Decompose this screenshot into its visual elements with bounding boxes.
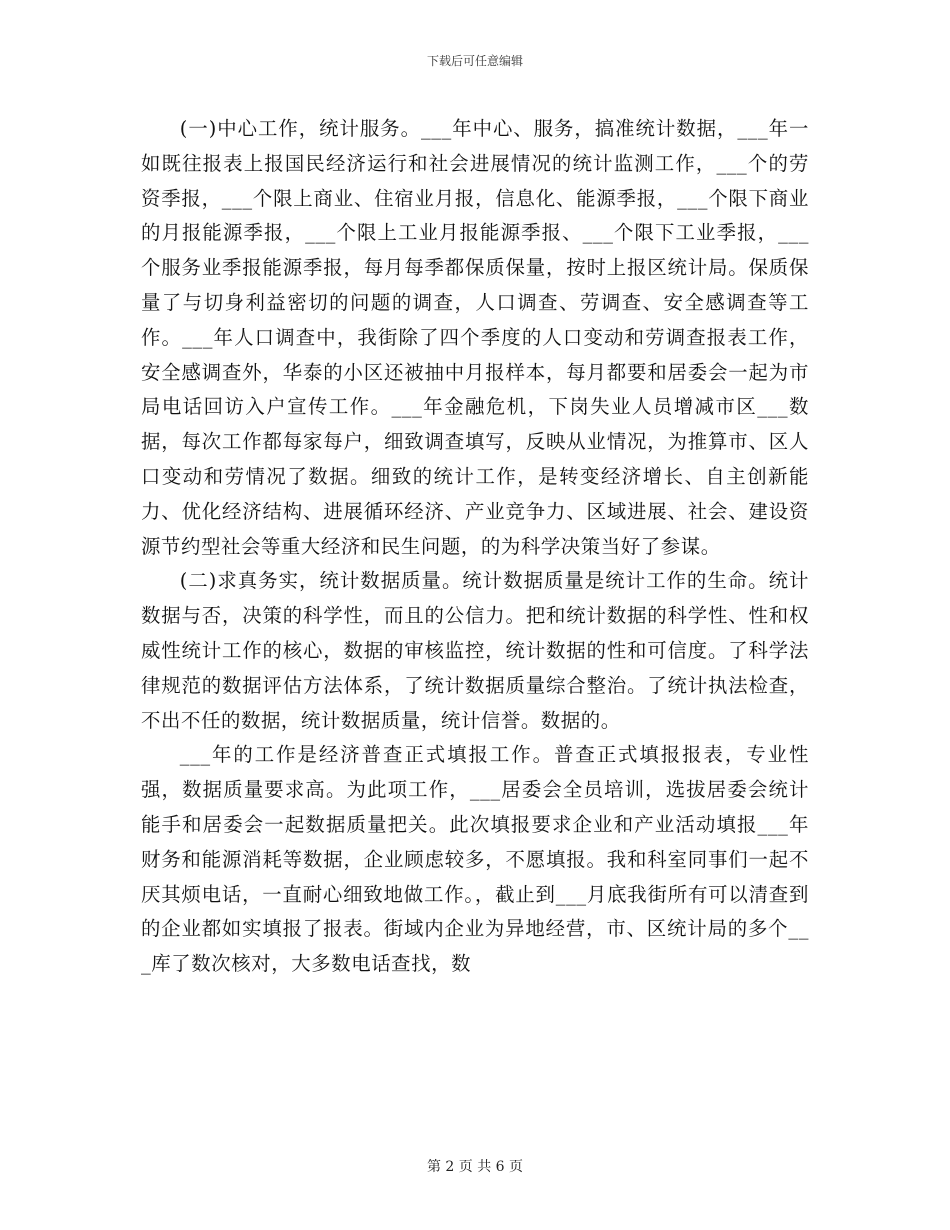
document-body <box>141 112 809 982</box>
paragraph-center-work: (一)中心工作，统计服务。___年中心、服务，搞准统计数据，___年一如既往报表上报国民经济运行和社会进展情况的统计监测工作，___个的劳资季报，___个限上商业、住宿业月报，信息化、能源季报，___个限下商业的月报能源季报，___个限上工业月报能源季报、___个限下工业季报，___个服务业季报能源季报，每月每季都保质保量，按时上报区统计局。保质保量了与切身利益密切的问题的调查，人口调查、劳调查、安全感调查等工作。___年人口调查中，我街除了四个季度的人口变动和劳调查报表工作，安全感调查外，华泰的小区还被抽中月报样本，每月都要和居委会一起为市局电话回访入户宣传工作。___年金融危机，下岗失业人员增减市区___数据，每次工作都每家每户，细致调查填写，反映从业情况，为推算市、区人口变动和劳情况了数据。细致的统计工作，是转变经济增长、自主创新能力、优化经济结构、进展循环经济、产业竞争力、区域进展、社会、建设资源节约型社会等重大经济和民生问题，的为科学决策当好了参谋。 <box>141 117 809 558</box>
page-header: 下载后可任意编辑 <box>426 54 523 68</box>
paragraph-data-quality: (二)求真务实，统计数据质量。统计数据质量是统计工作的生命。统计数据与否，决策的科学性，而且的公信力。把和统计数据的科学性、性和权威性统计工作的核心，数据的审核监控，统计数据的性和可信度。了科学法律规范的数据评估方法体系，了统计数据质量综合整治。了统计执法检查，不出不任的数据，统计数据质量，统计信誉。数据的。 <box>141 569 809 732</box>
page-footer-page-number: 第 2 页 共 6 页 <box>426 1159 524 1175</box>
paragraph-economic-census: ___年的工作是经济普查正式填报工作。普查正式填报报表，专业性强，数据质量要求高。为此项工作，___居委会全员培训，选拔居委会统计能手和居委会一起数据质量把关。此次填报要求企业和产业活动填报___年财务和能源消耗等数据，企业顾虑较多，不愿填报。我和科室同事们一起不厌其烦电话，一直耐心细致地做工作。，截止到___月底我街所有可以清查到的企业都如实填报了报表。街域内企业为异地经营，市、区统计局的多个___库了数次核对，大多数电话查找，数 <box>141 743 809 976</box>
